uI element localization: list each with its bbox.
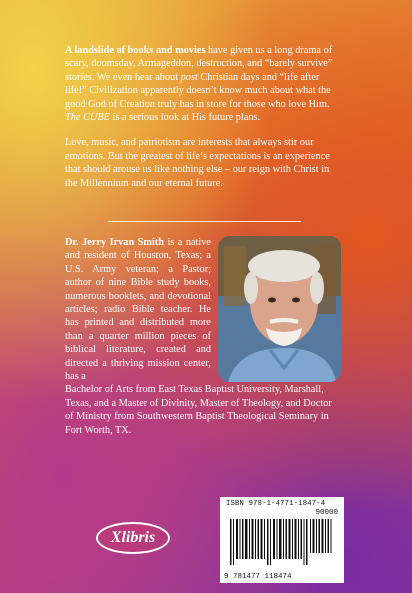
isbn-number: ISBN 978-1-4771-1847-4 (226, 500, 326, 508)
author-bio (65, 236, 341, 437)
blurb-text-b: Christian days and “life after life!” Civilization apparently doesn’t know much about what the good God of Creation truly has in store for those who love Him. (65, 71, 331, 110)
author-name: Dr. Jerry Irvan Smith (65, 237, 164, 248)
blurb-post-italic: post (180, 71, 198, 83)
bio-col-text: is a native and resident of Houston, Texas; a U.S. Army veteran; a Pastor; author of nine Bible study books, numerous booklets, and devotional articles; radio Bible teacher. He has printed and distributed more than a quarter million pieces of biblical literature, created and directed a thriving mission center, has a (65, 237, 211, 383)
blurb-text-c: is a serious look at His future plans. (109, 112, 261, 124)
barcode-bars (228, 511, 338, 569)
section-divider (108, 221, 301, 222)
blurb-paragraph-1 (65, 44, 341, 124)
publisher-logo-text: Xlibris (110, 529, 156, 546)
blurb-text-a: have given us a long drama of scary, doomsday, Armageddon, destruction, and “barely survive” stories. We even hear about (65, 45, 333, 83)
blurb-text (65, 44, 341, 190)
barcode-digits: 9 781477 118474 (224, 573, 292, 581)
isbn-barcode (220, 497, 344, 583)
blurb-paragraph-2: Love, music, and patriotism are interests that always stir our emotions. But the greatest of life’s expectations is an experience that should arouse us like nothing else – our reign with Christ in the Millennium and our eternal future. (65, 137, 330, 189)
bio-column-text (65, 236, 211, 383)
bio-full-width-text: Bachelor of Arts from East Texas Baptist University, Marshall, Texas, and a Master of Divinity, Master of Theology, and Doctor of Ministry from Southwestern Baptist Theological Seminary in Fort Worth, TX. (65, 384, 332, 436)
publisher-logo (96, 522, 170, 554)
book-title-italic: The CUBE (65, 112, 110, 124)
isbn-label (226, 500, 325, 508)
price-code: 90000 (315, 509, 338, 517)
blurb-lead: A landslide of books and movies (65, 45, 206, 56)
